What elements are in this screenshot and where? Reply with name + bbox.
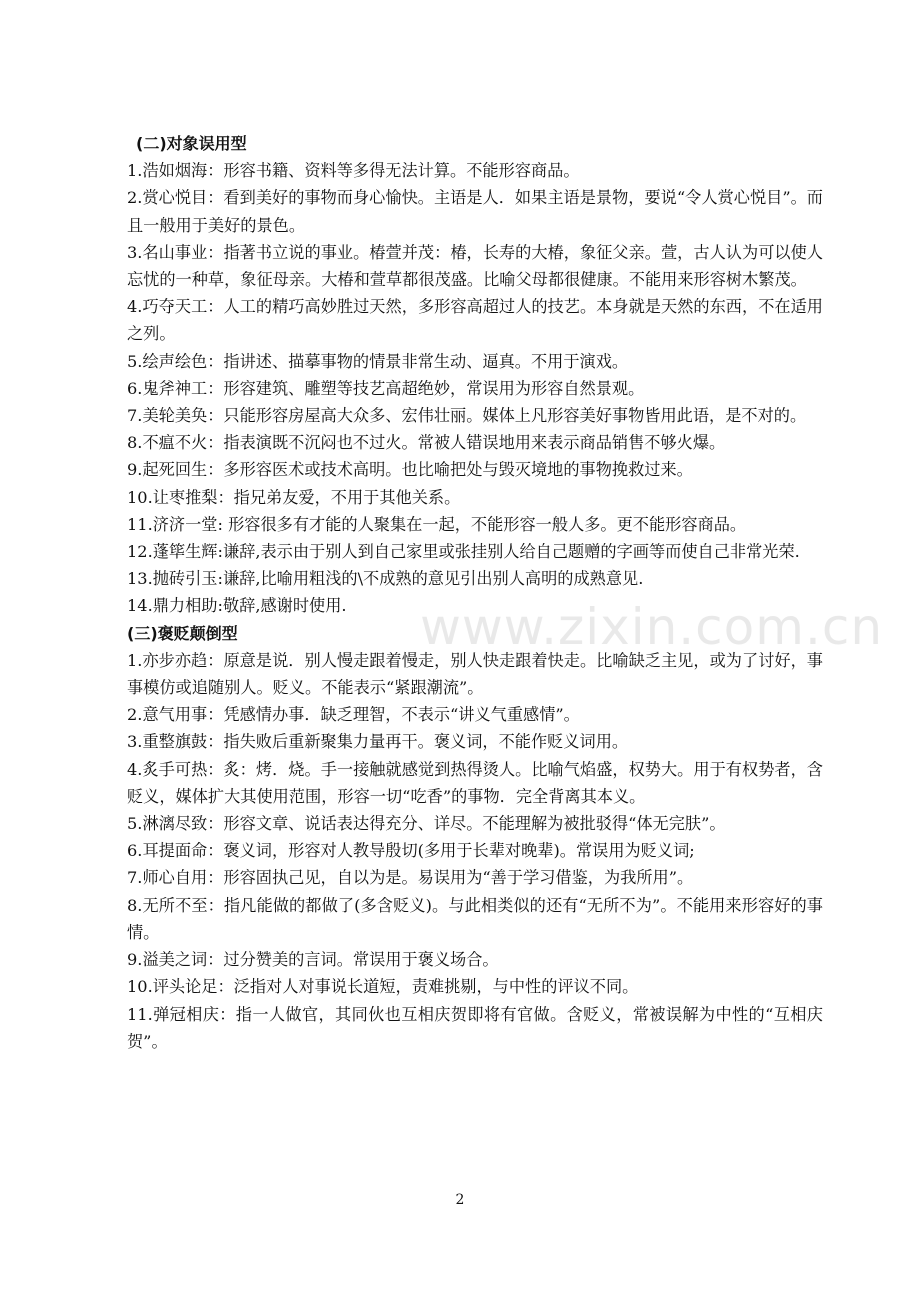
list-item: 9.起死回生：多形容医术或技术高明。也比喻把处与毁灭境地的事物挽救过来。 [127,460,693,480]
list-item: 6.耳提面命：褒义词，形容对人教导殷切(多用于长辈对晚辈)。常误用为贬义词; [127,841,695,861]
list-item: 13.抛砖引玉:谦辞,比喻用粗浅的\不成熟的意见引出别人高明的成熟意见. [127,569,644,589]
list-item: 2.赏心悦目：看到美好的事物而身心愉快。主语是人．如果主语是景物，要说“令人赏心悦目”。而且一般用于美好的景色。 [127,188,823,235]
list-item: 6.鬼斧神工：形容建筑、雕塑等技艺高超绝妙，常误用为形容自然景观。 [127,378,645,398]
section-heading-object-misuse: (二)对象误用型 [136,134,247,153]
list-item: 10.让枣推梨：指兄弟友爱，不用于其他关系。 [127,487,461,507]
list-item: 1.亦步亦趋：原意是说．别人慢走跟着慢走，别人快走跟着快走。比喻缺乏主见，或为了讨好，事事模仿或追随别人。贬义。不能表示“紧跟潮流”。 [127,650,823,698]
list-item: 8.不瘟不火：指表演既不沉闷也不过火。常被人错误地用来表示商品销售不够火爆。 [127,433,726,453]
list-item: 9.溢美之词：过分赞美的言词。常误用于褒义场合。 [127,950,499,970]
list-item: 1.浩如烟海：形容书籍、资料等多得无法计算。不能形容商品。 [127,161,580,181]
list-item: 4.巧夺天工：人工的精巧高妙胜过天然，多形容高超过人的技艺。本身就是天然的东西，不在适用之列。 [127,297,823,344]
list-item: 7.美轮美奂：只能形容房屋高大众多、宏伟壮丽。媒体上凡形容美好事物皆用此语，是不对的。 [127,406,807,426]
section-heading-connotation-reversal: (三)褒贬颠倒型 [127,623,238,643]
list-item: 8.无所不至：指凡能做的都做了(多含贬义)。与此相类似的还有“无所不为”。不能用来形容好的事情。 [127,895,823,942]
list-item: 5.绘声绘色：指讲述、描摹事物的情景非常生动、逼真。不用于演戏。 [127,351,629,371]
list-item: 5.淋漓尽致：形容文章、说话表达得充分、详尽。不能理解为被批驳得“体无完肤”。 [127,814,726,834]
list-item: 2.意气用事：凭感情办事．缺乏理智，不表示“讲义气重感情”。 [127,705,580,725]
list-item: 11.弹冠相庆：指一人做官，其同伙也互相庆贺即将有官做。含贬义，常被误解为中性的“互相庆贺”。 [127,1004,823,1051]
list-item: 11.济济一堂: 形容很多有才能的人聚集在一起，不能形容一般人多。更不能形容商品。 [127,514,747,534]
watermark: www.zixin.com.cn [420,598,884,656]
list-item: 12.蓬筚生辉:谦辞,表示由于别人到自己家里或张挂别人给自己题赠的字画等而使自己非常光荣. [127,542,800,562]
list-item: 4.炙手可热：炙：烤．烧。手一接触就感觉到热得烫人。比喻气焰盛，权势大。用于有权势者，含贬义，媒体扩大其使用范围，形容一切“吃香”的事物．完全背离其本义。 [127,759,823,806]
list-item: 7.师心自用：形容固执己见，自以为是。易误用为“善于学习借鉴，为我所用”。 [127,868,694,888]
list-item: 10.评头论足：泛指对人对事说长道短，责难挑剔，与中性的评议不同。 [127,977,639,997]
list-item: 3.重整旗鼓：指失败后重新聚集力量再干。褒义词，不能作贬义词用。 [127,732,629,752]
document-body [127,130,823,1055]
list-item: 14.鼎力相助:敬辞,感谢时使用. [127,596,347,616]
list-item: 3.名山事业：指著书立说的事业。椿萱并茂：椿，长寿的大椿，象征父亲。萱，古人认为可以使人忘忧的一种草，象征母亲。大椿和萱草都很茂盛。比喻父母都很健康。不能用来形容树木繁茂。 [127,242,823,290]
page-number: 2 [455,1192,465,1208]
